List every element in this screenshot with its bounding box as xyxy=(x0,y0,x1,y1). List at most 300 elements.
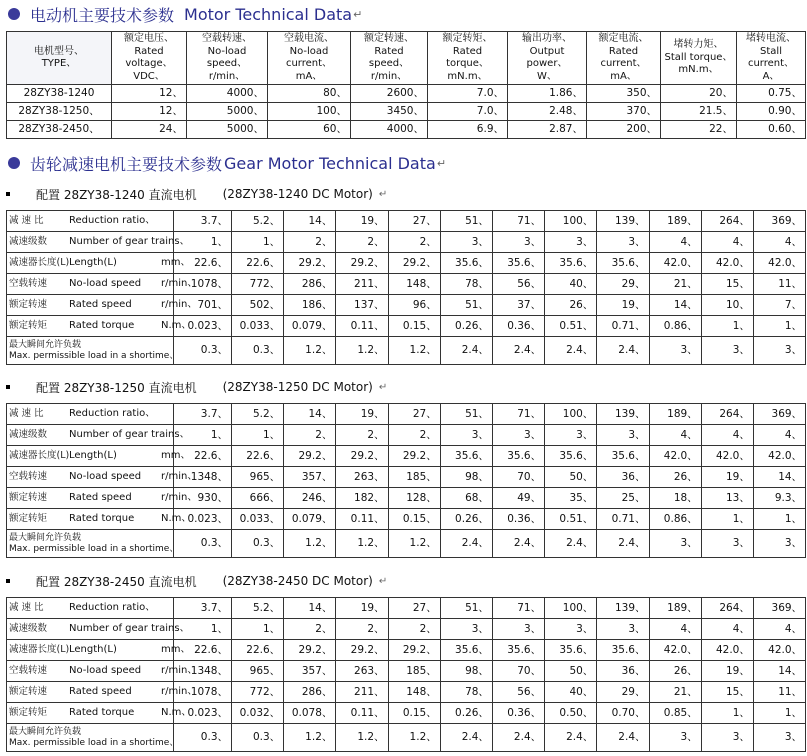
header-line: 额定电压、 xyxy=(124,33,174,44)
gear-value-cell: 286、 xyxy=(284,682,336,703)
header-line: No-load current、 xyxy=(285,45,333,69)
gear-value-cell: 1、 xyxy=(701,509,753,530)
row-label-en: Max. permissible load in a shortime、 xyxy=(9,543,179,554)
gear-value-cell: 965、 xyxy=(232,467,284,488)
gear-value-cell: 78、 xyxy=(440,274,492,295)
gear-value-cell: 3.7、 xyxy=(174,211,232,232)
header-line: 空载电流、 xyxy=(284,33,334,44)
gear-value-cell: 56、 xyxy=(492,274,544,295)
gear-value-cell: 1.2、 xyxy=(284,530,336,558)
gear-value-cell: 3、 xyxy=(440,619,492,640)
header-line: r/min、 xyxy=(208,70,246,82)
gear-value-cell: 21、 xyxy=(649,274,701,295)
gear-value-cell: 0.26、 xyxy=(440,316,492,337)
gear-motor-dc: (28ZY38-2450 DC Motor) xyxy=(222,574,373,588)
header-line: VDC、 xyxy=(133,70,165,82)
gear-value-cell: 3、 xyxy=(701,530,753,558)
gear-value-cell: 42.0、 xyxy=(649,640,701,661)
header-line: 输出功率、 xyxy=(522,33,572,44)
gear-value-cell: 1.2、 xyxy=(388,337,440,365)
gear-value-cell: 3、 xyxy=(545,232,597,253)
gear-value-cell: 0.033、 xyxy=(232,316,284,337)
row-label-zh: 减速器长度(L) xyxy=(9,450,70,461)
square-bullet-icon xyxy=(6,192,10,196)
gear-value-cell: 0.079、 xyxy=(284,509,336,530)
gear-row-label xyxy=(7,274,198,295)
row-label-zh: 减 速 比 xyxy=(9,408,44,419)
header-line: mN.m、 xyxy=(678,64,719,76)
header-line: 堵转电流、 xyxy=(746,33,796,44)
gear-value-cell: 1、 xyxy=(232,425,284,446)
gear-value-cell: 965、 xyxy=(232,661,284,682)
gear-value-cell: 0.36、 xyxy=(492,316,544,337)
gear-table-row xyxy=(7,509,806,530)
gear-value-cell: 772、 xyxy=(232,682,284,703)
motor-value-cell: 6.9、 xyxy=(428,121,508,139)
row-label-unit: mm、 xyxy=(161,257,191,268)
gear-row-label xyxy=(7,295,198,316)
gear-value-cell: 3、 xyxy=(597,619,649,640)
header-line: 额定转速、 xyxy=(364,33,414,44)
gear-value-cell: 3、 xyxy=(649,724,701,752)
gear-row-label xyxy=(7,316,192,337)
return-mark-icon: ↵ xyxy=(378,381,388,393)
gear-value-cell: 502、 xyxy=(232,295,284,316)
gear-value-cell: 148、 xyxy=(388,274,440,295)
bullet-icon xyxy=(8,8,20,20)
gear-value-cell: 186、 xyxy=(284,295,336,316)
motor-type-cell: 28ZY38-1250、 xyxy=(7,103,112,121)
gear-value-cell: 19、 xyxy=(597,295,649,316)
gear-value-cell: 369、 xyxy=(753,598,805,619)
gear-table-row xyxy=(7,619,806,640)
gear-value-cell: 0.36、 xyxy=(492,509,544,530)
header-line: 额定转矩、 xyxy=(442,33,493,44)
gear-row-label xyxy=(7,467,198,488)
row-label-zh: 减速器长度(L) xyxy=(9,644,70,655)
motor-value-cell: 2.87、 xyxy=(508,121,587,139)
motor-value-cell: 100、 xyxy=(268,103,351,121)
gear-value-cell: 0.023、 xyxy=(174,316,232,337)
gear-value-cell: 29.2、 xyxy=(284,640,336,661)
gear-value-cell: 2.4、 xyxy=(440,724,492,752)
row-label-zh: 额定转矩 xyxy=(9,320,48,331)
gear-motor-heading xyxy=(6,186,387,202)
gear-row-label xyxy=(7,661,198,682)
gear-value-cell: 18、 xyxy=(649,488,701,509)
header-line: W、 xyxy=(537,70,557,82)
gear-value-cell: 22.6、 xyxy=(232,446,284,467)
gear-value-cell: 2.4、 xyxy=(545,337,597,365)
gear-value-cell: 0.15、 xyxy=(388,509,440,530)
motor-header-cell xyxy=(351,32,428,85)
gear-value-cell: 42.0、 xyxy=(649,253,701,274)
gear-value-cell: 0.86、 xyxy=(649,509,701,530)
gear-value-cell: 3、 xyxy=(492,619,544,640)
gear-value-cell: 1348、 xyxy=(174,467,232,488)
bullet-icon xyxy=(8,157,20,169)
motor-table-header-row xyxy=(7,32,806,85)
gear-row-label xyxy=(7,703,192,724)
gear-value-cell: 0.023、 xyxy=(174,703,232,724)
header-line: Rated voltage、 xyxy=(125,45,173,69)
row-label-unit: N.m、 xyxy=(161,320,192,331)
gear-value-cell: 29.2、 xyxy=(336,253,388,274)
gear-value-cell: 0.85、 xyxy=(649,703,701,724)
gear-value-cell: 29.2、 xyxy=(336,446,388,467)
gear-value-cell: 5.2、 xyxy=(232,404,284,425)
gear-value-cell: 26、 xyxy=(649,661,701,682)
gear-value-cell: 35、 xyxy=(545,488,597,509)
gear-value-cell: 3、 xyxy=(649,530,701,558)
gear-value-cell: 1、 xyxy=(174,619,232,640)
row-label-multiline xyxy=(9,726,179,749)
motor-value-cell: 350、 xyxy=(587,85,661,103)
gear-value-cell: 35.6、 xyxy=(597,640,649,661)
gear-motor-heading xyxy=(6,573,387,589)
gear-row-label xyxy=(7,530,179,558)
gear-table-row xyxy=(7,211,806,232)
motor-value-cell: 22、 xyxy=(661,121,737,139)
gear-value-cell: 35.6、 xyxy=(440,253,492,274)
gear-value-cell: 35.6、 xyxy=(492,640,544,661)
gear-value-cell: 1078、 xyxy=(174,274,232,295)
motor-value-cell: 80、 xyxy=(268,85,351,103)
motor-header-cell xyxy=(737,32,806,85)
gear-value-cell: 369、 xyxy=(753,404,805,425)
gear-value-cell: 35.6、 xyxy=(597,253,649,274)
gear-table-row xyxy=(7,425,806,446)
gear-value-cell: 2.4、 xyxy=(545,724,597,752)
gear-table-row xyxy=(7,337,806,365)
row-label-en: Rated torque xyxy=(69,320,135,331)
row-label-en: No-load speed xyxy=(69,665,142,676)
gear-value-cell: 2、 xyxy=(336,619,388,640)
gear-value-cell: 4、 xyxy=(753,232,805,253)
gear-value-cell: 36、 xyxy=(597,467,649,488)
row-label-en: Max. permissible load in a shortime、 xyxy=(9,737,179,748)
gear-value-cell: 51、 xyxy=(440,211,492,232)
gear-table-row xyxy=(7,640,806,661)
row-label-zh: 减速级数 xyxy=(9,429,48,440)
gear-value-cell: 19、 xyxy=(336,211,388,232)
gear-value-cell: 264、 xyxy=(701,598,753,619)
gear-value-cell: 29、 xyxy=(597,682,649,703)
gear-value-cell: 0.3、 xyxy=(174,530,232,558)
gear-value-cell: 70、 xyxy=(492,661,544,682)
gear-value-cell: 2.4、 xyxy=(597,337,649,365)
gear-value-cell: 70、 xyxy=(492,467,544,488)
gear-value-cell: 27、 xyxy=(388,404,440,425)
row-label-zh: 最大瞬间允许负载 xyxy=(9,532,82,543)
row-label-zh: 减速器长度(L) xyxy=(9,257,70,268)
gear-value-cell: 0.3、 xyxy=(174,337,232,365)
gear-value-cell: 3、 xyxy=(492,232,544,253)
row-label-zh: 额定转矩 xyxy=(9,513,48,524)
gear-value-cell: 0.023、 xyxy=(174,509,232,530)
row-label-en: Length(L) xyxy=(69,257,117,268)
motor-value-cell: 1.86、 xyxy=(508,85,587,103)
gear-value-cell: 14、 xyxy=(753,467,805,488)
gear-value-cell: 0.3、 xyxy=(174,724,232,752)
gear-value-cell: 2.4、 xyxy=(440,530,492,558)
gear-table-row xyxy=(7,530,806,558)
gear-row-label xyxy=(7,682,198,703)
gear-value-cell: 772、 xyxy=(232,274,284,295)
gear-value-cell: 35.6、 xyxy=(440,446,492,467)
gear-value-cell: 3、 xyxy=(753,724,805,752)
row-label-zh: 额定转速 xyxy=(9,492,48,503)
gear-value-cell: 2.4、 xyxy=(492,337,544,365)
gear-row-label xyxy=(7,425,190,446)
gear-value-cell: 2.4、 xyxy=(597,530,649,558)
row-label-zh: 最大瞬间允许负载 xyxy=(9,726,82,737)
gear-value-cell: 286、 xyxy=(284,274,336,295)
gear-row-label xyxy=(7,232,190,253)
gear-value-cell: 40、 xyxy=(545,274,597,295)
gear-row-label xyxy=(7,337,179,365)
gear-value-cell: 1、 xyxy=(701,703,753,724)
gear-table-row xyxy=(7,295,806,316)
gear-value-cell: 3、 xyxy=(597,232,649,253)
gear-value-cell: 1.2、 xyxy=(336,724,388,752)
gear-value-cell: 42.0、 xyxy=(701,446,753,467)
gear-value-cell: 2.4、 xyxy=(597,724,649,752)
gear-value-cell: 14、 xyxy=(284,404,336,425)
gear-value-cell: 0.71、 xyxy=(597,316,649,337)
gear-row-label xyxy=(7,509,192,530)
gear-value-cell: 25、 xyxy=(597,488,649,509)
gear-value-cell: 0.3、 xyxy=(232,337,284,365)
row-label-en: No-load speed xyxy=(69,278,142,289)
gear-value-cell: 3、 xyxy=(649,337,701,365)
gear-value-cell: 51、 xyxy=(440,404,492,425)
motor-value-cell: 3450、 xyxy=(351,103,428,121)
gear-value-cell: 68、 xyxy=(440,488,492,509)
gear-value-cell: 189、 xyxy=(649,598,701,619)
gear-value-cell: 0.032、 xyxy=(232,703,284,724)
gear-value-cell: 42.0、 xyxy=(753,640,805,661)
motor-value-cell: 12、 xyxy=(112,103,187,121)
gear-value-cell: 666、 xyxy=(232,488,284,509)
motor-value-cell: 2600、 xyxy=(351,85,428,103)
gear-value-cell: 357、 xyxy=(284,467,336,488)
motor-value-cell: 12、 xyxy=(112,85,187,103)
motor-value-cell: 5000、 xyxy=(187,121,268,139)
gear-value-cell: 1、 xyxy=(174,232,232,253)
row-label-unit: r/min、 xyxy=(161,665,198,676)
gear-value-cell: 246、 xyxy=(284,488,336,509)
motor-value-cell: 200、 xyxy=(587,121,661,139)
motor-value-cell: 7.0、 xyxy=(428,103,508,121)
motor-table-row xyxy=(7,103,806,121)
square-bullet-icon xyxy=(6,579,10,583)
gear-value-cell: 35.6、 xyxy=(545,640,597,661)
gear-value-cell: 21、 xyxy=(649,682,701,703)
gear-table-row xyxy=(7,404,806,425)
header-line: 堵转力矩、 xyxy=(673,39,724,51)
row-label-zh: 额定转速 xyxy=(9,686,48,697)
gear-table-row xyxy=(7,488,806,509)
header-line: A、 xyxy=(762,70,780,82)
gear-section-en: Gear Motor Technical Data xyxy=(224,153,436,173)
gear-value-cell: 1、 xyxy=(701,316,753,337)
gear-value-cell: 71、 xyxy=(492,598,544,619)
return-mark-icon: ↵ xyxy=(353,7,363,21)
header-line: mN.m、 xyxy=(447,70,488,82)
gear-value-cell: 3、 xyxy=(545,425,597,446)
gear-value-cell: 0.51、 xyxy=(545,509,597,530)
gear-value-cell: 2、 xyxy=(336,232,388,253)
gear-value-cell: 29.2、 xyxy=(388,253,440,274)
return-mark-icon: ↵ xyxy=(378,188,388,200)
gear-value-cell: 4、 xyxy=(649,425,701,446)
gear-value-cell: 0.11、 xyxy=(336,703,388,724)
gear-motor-title: 配置 28ZY38-1250 直流电机 xyxy=(36,380,197,395)
row-label-unit: r/min、 xyxy=(161,686,198,697)
header-line: Stall current、 xyxy=(747,45,795,69)
motor-header-cell xyxy=(187,32,268,85)
gear-value-cell: 3.7、 xyxy=(174,404,232,425)
gear-value-cell: 189、 xyxy=(649,404,701,425)
row-label-en: Max. permissible load in a shortime、 xyxy=(9,350,179,361)
gear-value-cell: 1.2、 xyxy=(336,337,388,365)
row-label-zh: 最大瞬间允许负载 xyxy=(9,339,82,350)
motor-value-cell: 0.75、 xyxy=(737,85,806,103)
gear-value-cell: 1.2、 xyxy=(388,724,440,752)
gear-value-cell: 29.2、 xyxy=(284,253,336,274)
motor-value-cell: 24、 xyxy=(112,121,187,139)
gear-value-cell: 2.4、 xyxy=(440,337,492,365)
gear-value-cell: 0.86、 xyxy=(649,316,701,337)
gear-value-cell: 3、 xyxy=(753,337,805,365)
gear-value-cell: 4、 xyxy=(649,619,701,640)
row-label-en: Rated speed xyxy=(69,299,132,310)
gear-value-cell: 4、 xyxy=(701,619,753,640)
square-bullet-icon xyxy=(6,385,10,389)
gear-value-cell: 0.51、 xyxy=(545,316,597,337)
row-label-unit: r/min、 xyxy=(161,278,198,289)
gear-value-cell: 42.0、 xyxy=(753,446,805,467)
row-label-en: Reduction ratio、 xyxy=(69,602,156,613)
gear-value-cell: 0.26、 xyxy=(440,509,492,530)
gear-value-cell: 11、 xyxy=(753,682,805,703)
gear-value-cell: 3、 xyxy=(701,337,753,365)
row-label-zh: 减速级数 xyxy=(9,623,48,634)
gear-value-cell: 5.2、 xyxy=(232,598,284,619)
row-label-en: Length(L) xyxy=(69,644,117,655)
gear-value-cell: 4、 xyxy=(701,425,753,446)
gear-value-cell: 1、 xyxy=(174,425,232,446)
gear-value-cell: 1、 xyxy=(232,619,284,640)
gear-row-label xyxy=(7,640,191,661)
gear-value-cell: 37、 xyxy=(492,295,544,316)
gear-value-cell: 0.078、 xyxy=(284,703,336,724)
gear-value-cell: 98、 xyxy=(440,661,492,682)
gear-motor-dc: (28ZY38-1250 DC Motor) xyxy=(222,380,373,394)
gear-value-cell: 2、 xyxy=(284,232,336,253)
gear-value-cell: 100、 xyxy=(545,211,597,232)
gear-value-cell: 2、 xyxy=(388,232,440,253)
gear-value-cell: 2、 xyxy=(388,619,440,640)
gear-value-cell: 19、 xyxy=(701,661,753,682)
gear-value-cell: 264、 xyxy=(701,404,753,425)
gear-value-cell: 100、 xyxy=(545,598,597,619)
gear-value-cell: 0.15、 xyxy=(388,316,440,337)
gear-value-cell: 2、 xyxy=(336,425,388,446)
gear-value-cell: 40、 xyxy=(545,682,597,703)
gear-value-cell: 4、 xyxy=(701,232,753,253)
row-label-en: Rated torque xyxy=(69,707,135,718)
gear-value-cell: 1.2、 xyxy=(388,530,440,558)
gear-table-row xyxy=(7,467,806,488)
gear-value-cell: 264、 xyxy=(701,211,753,232)
row-label-en: Length(L) xyxy=(69,450,117,461)
gear-value-cell: 71、 xyxy=(492,404,544,425)
gear-value-cell: 42.0、 xyxy=(701,253,753,274)
gear-value-cell: 0.11、 xyxy=(336,316,388,337)
gear-value-cell: 36、 xyxy=(597,661,649,682)
gear-value-cell: 2.4、 xyxy=(492,724,544,752)
gear-value-cell: 0.079、 xyxy=(284,316,336,337)
gear-section-title xyxy=(8,152,446,174)
gear-value-cell: 1.2、 xyxy=(284,337,336,365)
motor-value-cell: 2.48、 xyxy=(508,103,587,121)
motor-value-cell: 4000、 xyxy=(351,121,428,139)
row-label-en: Number of gear trains、 xyxy=(69,236,190,247)
row-label-unit: r/min、 xyxy=(161,471,198,482)
motor-header-cell xyxy=(112,32,187,85)
gear-value-cell: 3、 xyxy=(440,425,492,446)
gear-row-label xyxy=(7,619,190,640)
gear-value-cell: 49、 xyxy=(492,488,544,509)
gear-value-cell: 35.6、 xyxy=(492,253,544,274)
gear-value-cell: 0.033、 xyxy=(232,509,284,530)
row-label-zh: 空载转速 xyxy=(9,665,48,676)
row-label-unit: N.m、 xyxy=(161,707,192,718)
gear-value-cell: 4、 xyxy=(753,425,805,446)
row-label-zh: 空载转速 xyxy=(9,278,48,289)
gear-value-cell: 2.4、 xyxy=(492,530,544,558)
motor-section-en: Motor Technical Data xyxy=(184,4,353,24)
gear-value-cell: 42.0、 xyxy=(649,446,701,467)
header-line: mA、 xyxy=(295,70,323,82)
gear-value-cell: 14、 xyxy=(753,661,805,682)
gear-value-cell: 27、 xyxy=(388,211,440,232)
gear-value-cell: 930、 xyxy=(174,488,232,509)
row-label-en: Reduction ratio、 xyxy=(69,408,156,419)
header-line: 空载转速、 xyxy=(202,33,252,44)
gear-value-cell: 29.2、 xyxy=(388,640,440,661)
gear-data-table xyxy=(6,403,806,558)
motor-header-cell xyxy=(587,32,661,85)
motor-table-row xyxy=(7,121,806,139)
motor-header-cell xyxy=(508,32,587,85)
gear-value-cell: 11、 xyxy=(753,274,805,295)
header-line: r/min、 xyxy=(370,70,408,82)
row-label-unit: N.m、 xyxy=(161,513,192,524)
gear-value-cell: 27、 xyxy=(388,598,440,619)
gear-value-cell: 0.3、 xyxy=(232,530,284,558)
gear-value-cell: 50、 xyxy=(545,467,597,488)
gear-motor-heading xyxy=(6,379,387,395)
row-label-multiline xyxy=(9,532,179,555)
motor-header-cell xyxy=(661,32,737,85)
gear-value-cell: 13、 xyxy=(701,488,753,509)
gear-table-row xyxy=(7,661,806,682)
row-label-zh: 减 速 比 xyxy=(9,215,44,226)
gear-motor-title: 配置 28ZY38-2450 直流电机 xyxy=(36,574,197,589)
